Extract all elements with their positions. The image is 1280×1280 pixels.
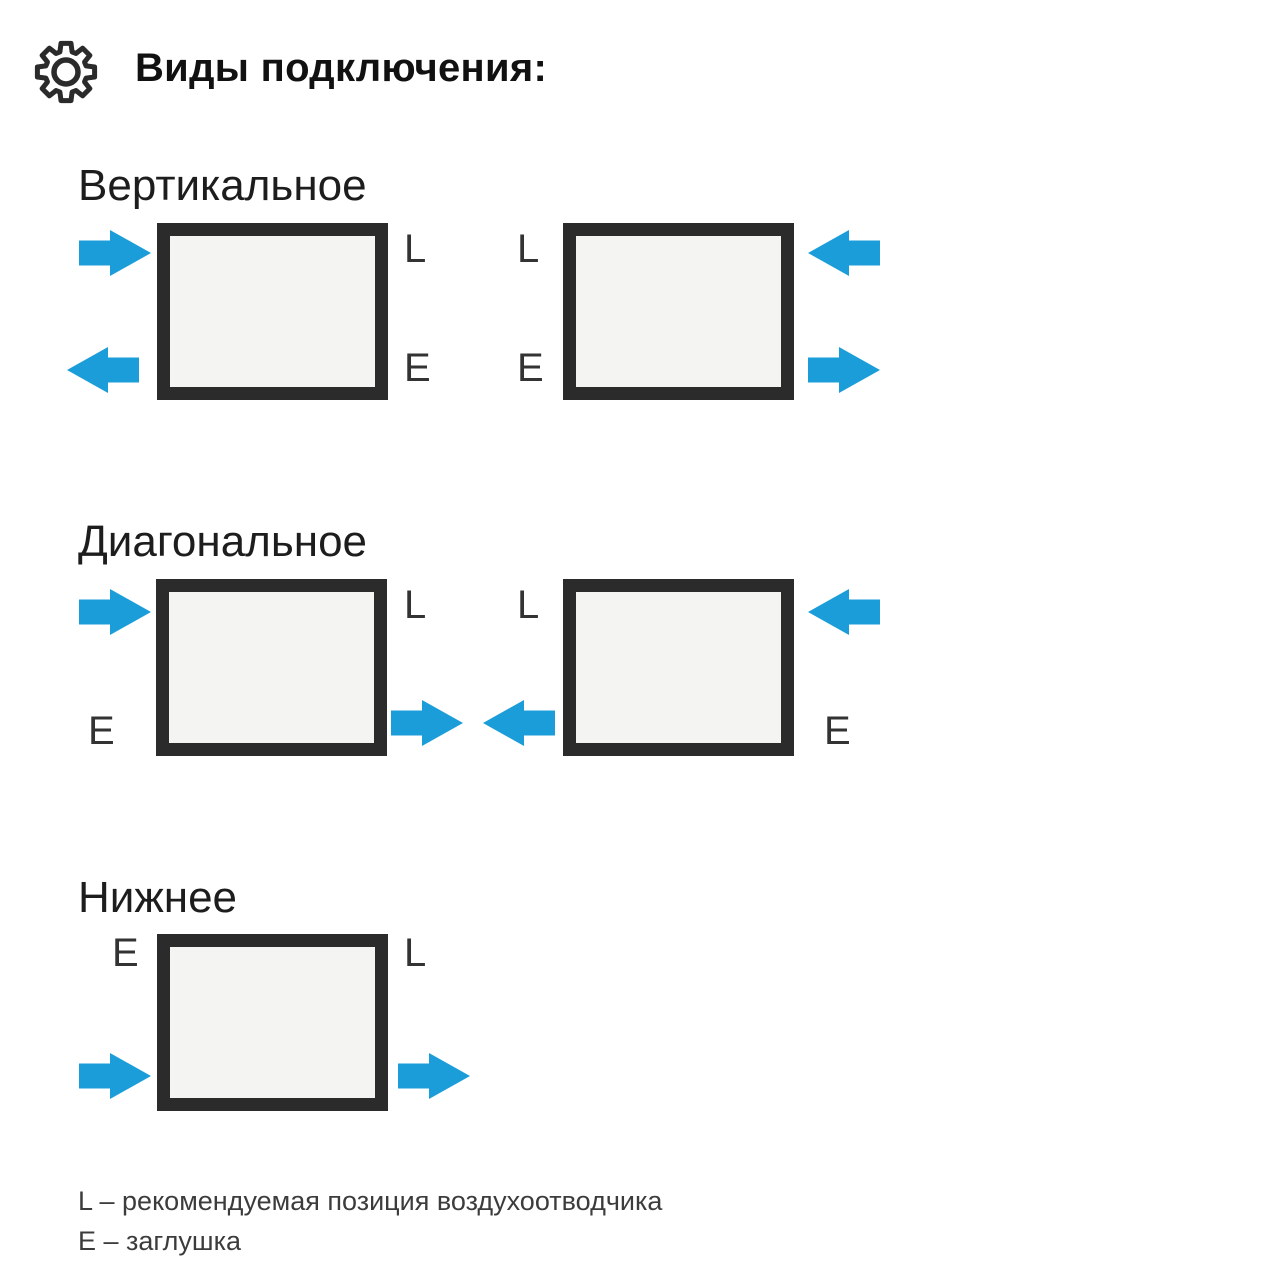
legend-line-plug: E – заглушка [78,1226,242,1256]
arrow-left-icon [808,230,880,276]
arrow-right-icon [398,1053,470,1099]
radiator-bottom [157,934,388,1111]
radiator-diagonal-right [563,579,794,756]
port-label: L [404,583,427,627]
port-label: E [112,931,139,975]
arrow-right-icon [79,230,151,276]
arrow-left-icon [483,700,555,746]
radiator-diagonal-left [156,579,387,756]
arrow-left-icon [67,347,139,393]
legend-line-vent: L – рекомендуемая позиция воздухоотводчика [78,1186,663,1216]
port-label: E [517,346,544,390]
port-label: E [88,709,115,753]
section-title-vertical: Вертикальное [78,161,367,210]
arrow-right-icon [391,700,463,746]
arrow-right-icon [79,1053,151,1099]
port-label: E [824,709,851,753]
port-label: L [517,583,540,627]
arrow-left-icon [808,589,880,635]
radiator-vertical-left [157,223,388,400]
section-title-bottom: Нижнее [78,873,238,922]
page-title: Виды подключения: [135,46,548,90]
port-label: E [404,346,431,390]
port-label: L [404,931,427,975]
arrow-right-icon [808,347,880,393]
arrow-right-icon [79,589,151,635]
section-title-diagonal: Диагональное [78,517,368,566]
port-label: L [517,227,540,271]
radiator-vertical-right [563,223,794,400]
port-label: L [404,227,427,271]
gear-icon [34,40,98,104]
